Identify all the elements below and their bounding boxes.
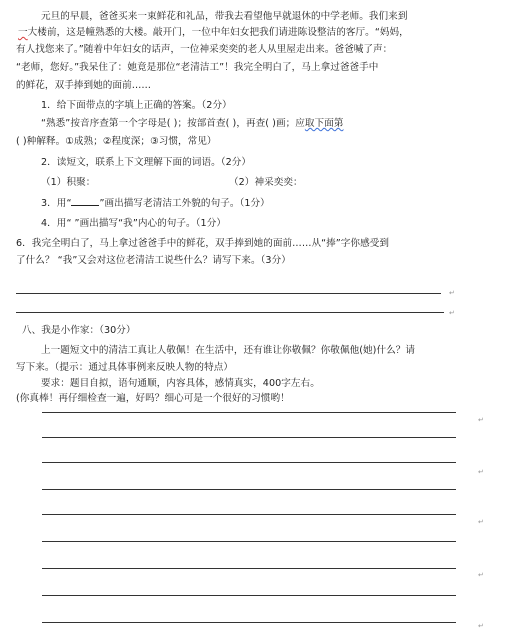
paragraph-mark: ↵: [449, 309, 455, 317]
passage-line-3: 有人找您来了。”随着中年妇女的话声，一位神采奕奕的老人从里屋走出来。爸爸喊了声：: [16, 44, 393, 55]
paragraph-mark: ↵: [449, 289, 455, 297]
question-2-b: （2）神采奕奕：: [229, 177, 303, 188]
paragraph-mark: ↵: [478, 518, 484, 526]
composition-heading: 八、我是小作家：（30分）: [22, 325, 136, 336]
paragraph-mark: ↵: [478, 571, 484, 579]
question-4: 4．用“ ”画出描写“我”内心的句子。（1分）: [41, 218, 226, 229]
question-1-detail-b: 取下面第: [304, 118, 344, 129]
passage-line-2-rest: 大楼前，这是幢熟悉的大楼。敲开门，一位中年妇女把我们请进陈设整洁的客厅。“妈妈，: [27, 27, 409, 38]
answer-line-2: [16, 312, 444, 313]
writing-line: [42, 514, 456, 515]
question-1: 1．给下面带点的字填上正确的答案。（2分）: [41, 100, 232, 111]
composition-encouragement: (你真棒！再仔细检查一遍，好吗？细心可是一个很好的习惯哟！: [16, 393, 290, 404]
question-6-line-2: 了什么？ “我”又会对这位老清洁工说些什么？请写下来。（3分）: [16, 255, 291, 266]
question-3: [41, 197, 270, 210]
question-2-a: （1）积聚：: [41, 177, 96, 188]
passage-line-1: 元旦的早晨，爸爸买来一束鲜花和礼品，带我去看望他早就退休的中学老师。我们来到: [41, 11, 408, 22]
question-3-underline-sample: [71, 197, 99, 206]
paragraph-mark: ↵: [478, 622, 484, 630]
passage-line-5: 的鲜花，双手捧到她的面前……: [16, 80, 152, 91]
writing-line: [42, 489, 456, 490]
writing-line: [42, 462, 456, 463]
composition-requirement: 要求：题目自拟，语句通顺，内容具体，感情真实，400字左右。: [41, 378, 320, 389]
composition-prompt-line-2: 写下来。（提示：通过具体事例来反映人物的特点）: [16, 362, 234, 373]
writing-line: [42, 437, 456, 438]
answer-line-1: [16, 293, 441, 294]
passage-line-2: [18, 27, 409, 39]
paragraph-mark: ↵: [478, 416, 484, 424]
writing-line: [42, 568, 456, 569]
writing-line: [42, 412, 456, 413]
writing-line: [42, 541, 456, 542]
question-2: 2．读短文，联系上下文理解下面的词语。（2分）: [41, 157, 252, 168]
paragraph-mark: ↵: [478, 468, 484, 476]
question-3-a: 3．用“: [41, 198, 72, 209]
passage-line-4: “老师，您好。”我呆住了：她竟是那位“老清洁工”！我完全明白了，马上拿过爸爸手中: [16, 62, 379, 73]
question-1-detail: [41, 118, 343, 130]
question-1-detail-a: “熟悉”按音序查第一个字母是( )；按部首查( )，再查( )画；应: [41, 118, 305, 129]
composition-prompt-line-1: 上一题短文中的清洁工真让人敬佩！在生活中，还有谁让你敬佩？你敬佩他(她)什么？请: [41, 345, 416, 356]
writing-line: [42, 595, 456, 596]
writing-line: [42, 622, 456, 623]
question-6-line-1: 6．我完全明白了，马上拿过爸爸手中的鲜花，双手捧到她的面前……从“捧”字你感受到: [16, 238, 390, 249]
passage-line-2-start: 一: [18, 27, 28, 38]
question-3-b: ”画出描写老清洁工外貌的句子。（1分）: [99, 198, 270, 209]
question-1-detail-2: ( )种解释。①成熟；②程度深；③习惯，常见）: [16, 136, 217, 147]
